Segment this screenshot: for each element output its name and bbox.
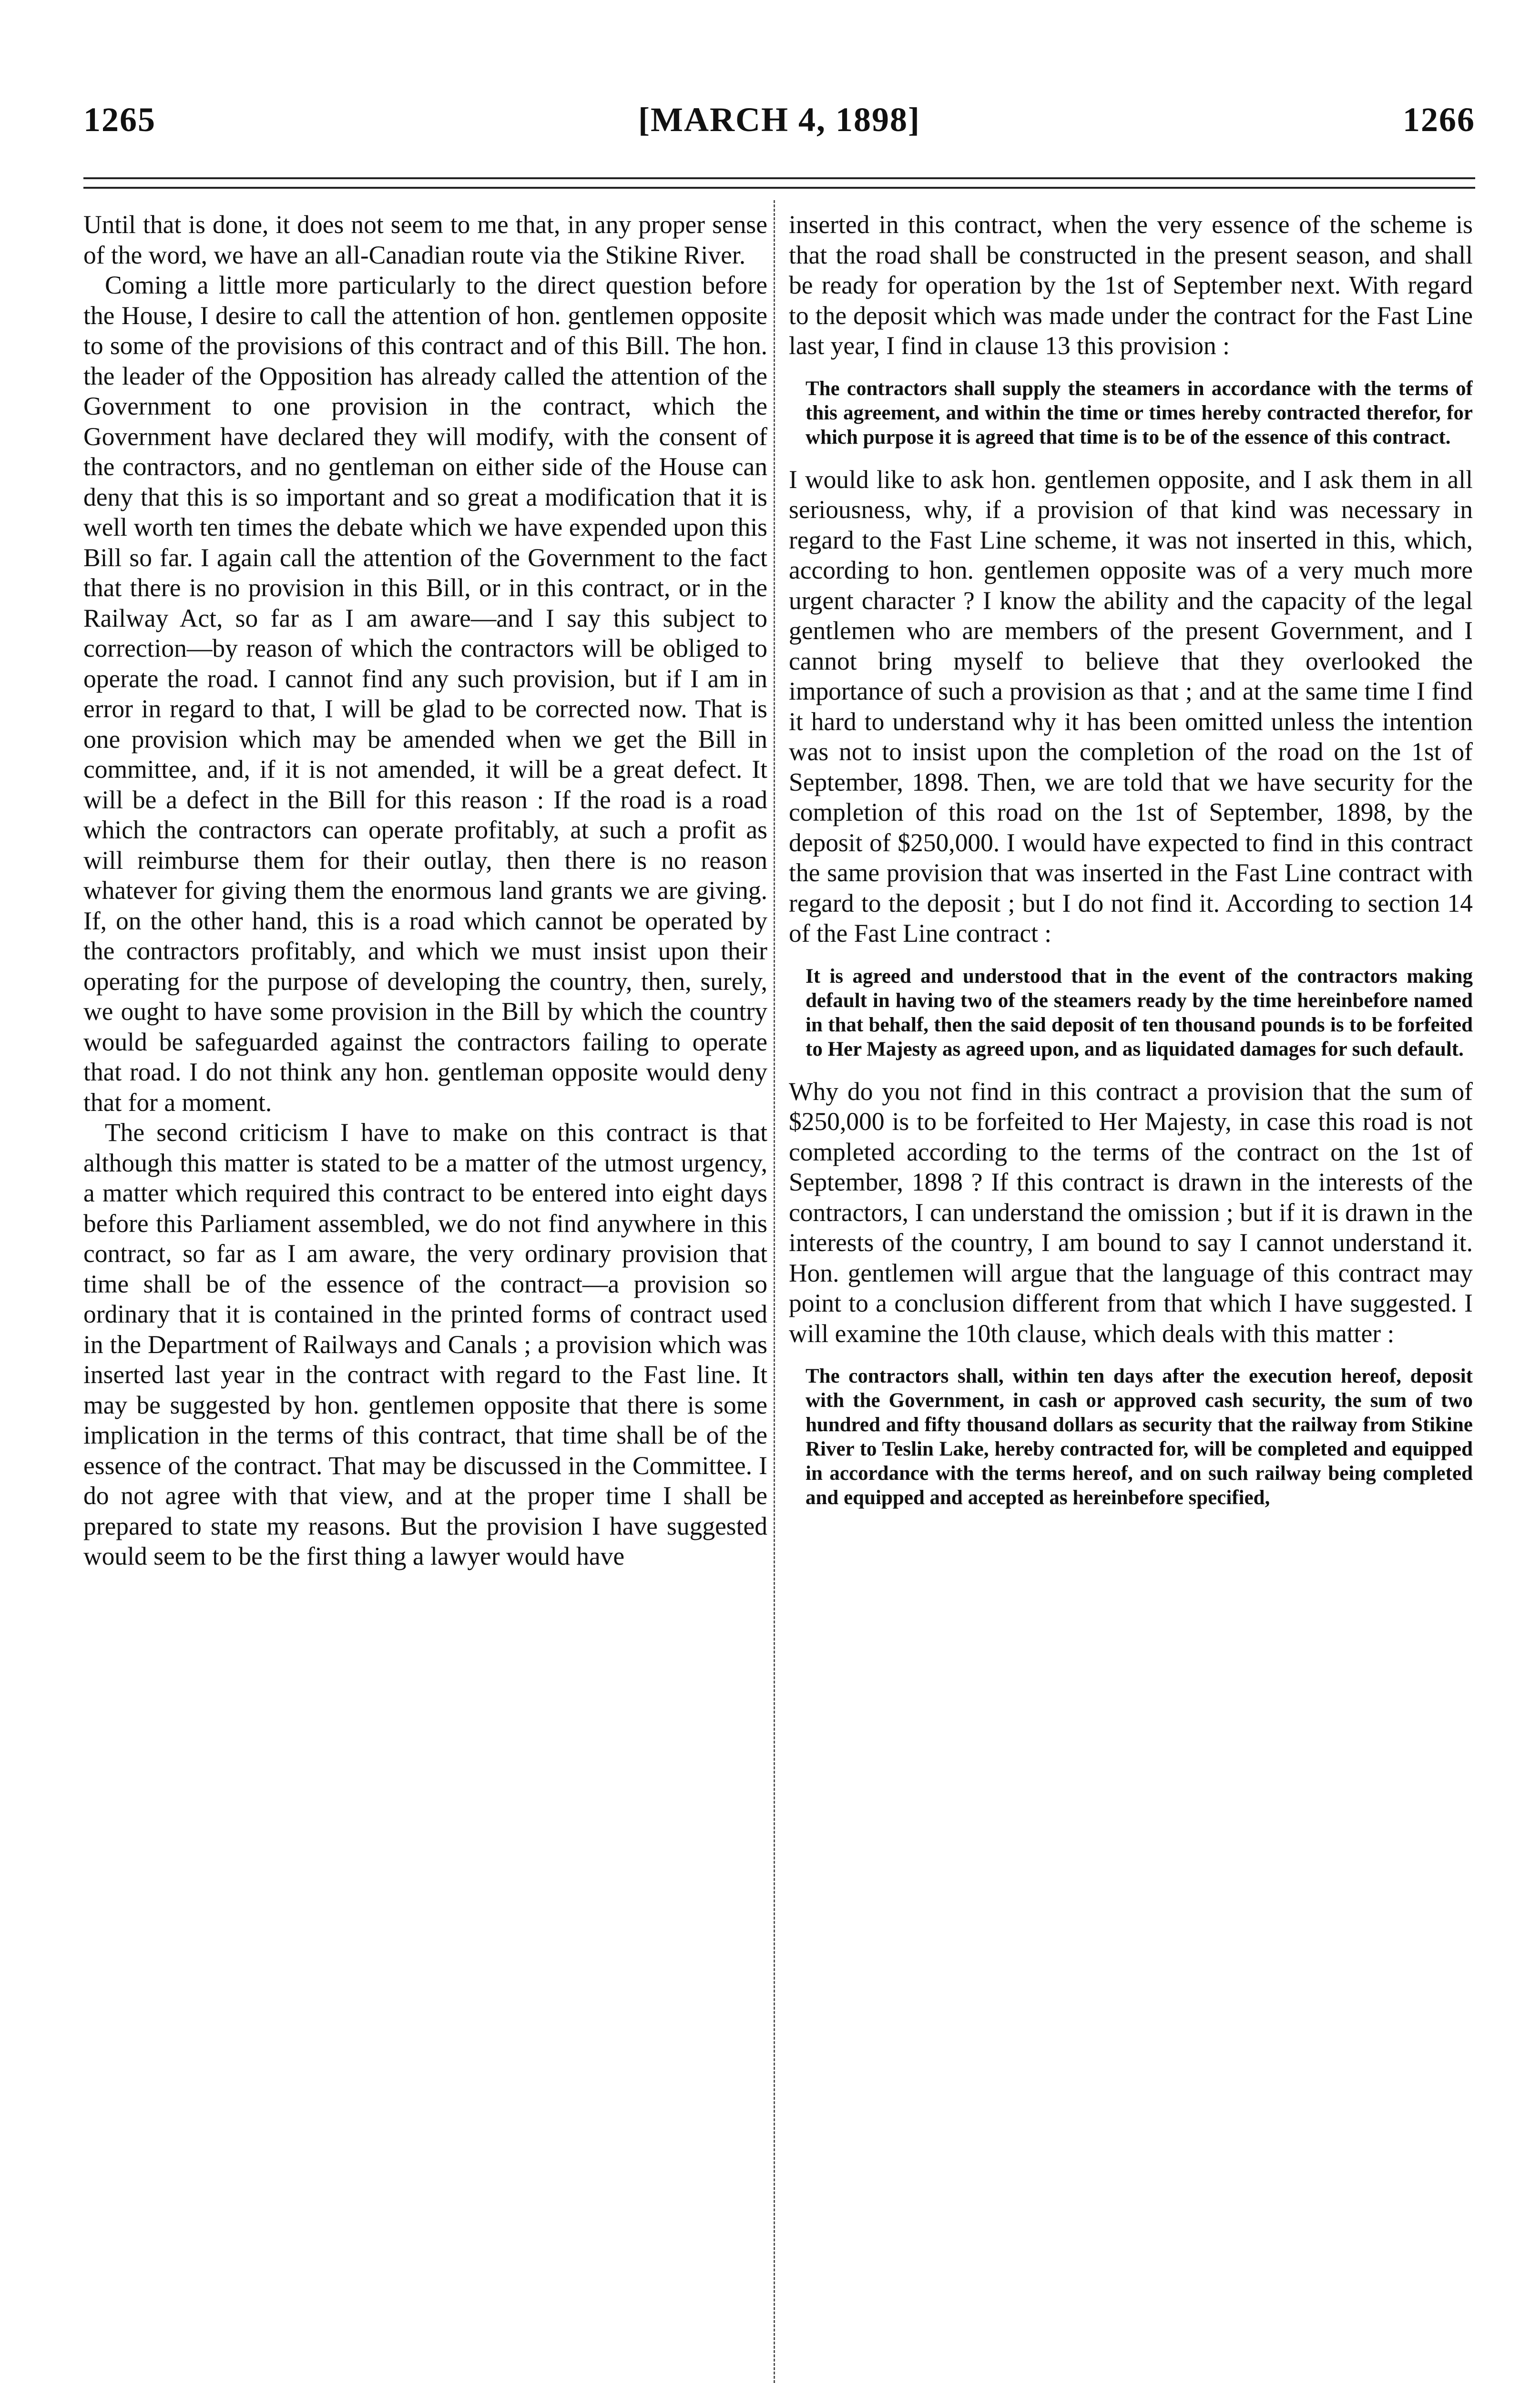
block-quote: The contractors shall, within ten days after the execution hereof, deposit with the Government, in cash or approved cash security, the sum of two hundred and fifty thousand dollars as security that the railway from Stikine River to Teslin Lake, hereby contracted for, will be completed and equipped in accordance with the terms hereof, and on such railway being completed and equipped and accepted as hereinbefore specified, (806, 1365, 1473, 1509)
column-divider (774, 200, 775, 2383)
page-header (83, 100, 1475, 143)
block-quote: The contractors shall supply the steamers in accordance with the terms of this agreement, and within the time or times hereby contracted therefor, for which purpose it is agreed that time is to be of the essence of this contract. (806, 377, 1473, 448)
left-column (83, 210, 767, 2383)
paragraph: I would like to ask hon. gentlemen opposite, and I ask them in all seriousness, why, if a provision of that kind was necessary in regard to the Fast Line scheme, it was not inserted in this, which, according to hon. gentlemen opposite was of a very much more urgent character ? I know the ability and the capacity of the legal gentlemen who are members of the present Government, and I cannot bring myself to believe that they overlooked the importance of such a provision as that ; and at the same time I find it hard to understand why it has been omitted unless the intention was not to insist upon the completion of the road on the 1st of September, 1898. Then, we are told that we have security for the completion of this road on the 1st of September, 1898, by the deposit of $250,000. I would have expected to find in this contract the same provision that was inserted in the Fast Line contract with regard to the deposit ; but I do not find it. According to section 14 of the Fast Line contract : (789, 465, 1473, 947)
page-number-left: 1265 (83, 101, 156, 139)
page-date: [MARCH 4, 1898] (638, 101, 920, 139)
header-rule-bottom (83, 187, 1475, 189)
page-number-right: 1266 (1403, 101, 1475, 139)
paragraph: Why do you not find in this contract a provision that the sum of $250,000 is to be forfeited to Her Majesty, in case this road is not completed according to the terms of the contract on the 1st of September, 1898 ? If this contract is drawn in the interests of the contractors, I can understand the omission ; but if it is drawn in the interests of the country, I am bound to say I cannot understand it. Hon. gentlemen will argue that the language of this contract may point to a conclusion different from that which I have suggested. I will examine the 10th clause, which deals with this matter : (789, 1077, 1473, 1348)
paragraph: inserted in this contract, when the very essence of the scheme is that the road shall be constructed in the present season, and shall be ready for operation by the 1st of September next. With regard to the deposit which was made under the contract for the Fast Line last year, I find in clause 13 this provision : (789, 210, 1473, 360)
paragraph: The second criticism I have to make on this contract is that although this matter is stated to be a matter of the utmost urgency, a matter which required this contract to be entered into eight days before this Parliament assembled, we do not find anywhere in this contract, so far as I am aware, the very ordinary provision that time shall be of the essence of the contract—a provision so ordinary that it is contained in the printed forms of contract used in the Department of Railways and Canals ; a provision which was inserted last year in the contract with regard to the Fast line. It may be suggested by hon. gentlemen opposite that there is some implication in the terms of this contract, that time shall be of the essence of the contract. That may be discussed in the Committee. I do not agree with that view, and at the proper time I shall be prepared to state my reasons. But the provision I have suggested would seem to be the first thing a lawyer would have (83, 1118, 767, 1570)
right-column (789, 210, 1473, 2383)
header-rule-top (83, 177, 1475, 179)
paragraph: Coming a little more particularly to the direct question before the House, I desire to call the attention of hon. gentlemen opposite to some of the provisions of this contract and of this Bill. The hon. the leader of the Opposition has already called the attention of the Government to one provision in the contract, which the Government have declared they will modify, with the consent of the contractors, and no gentleman on either side of the House can deny that this is so important and so great a modification that it is well worth ten times the debate which we have expended upon this Bill so far. I again call the attention of the Government to the fact that there is no provision in this Bill, or in this contract, or in the Railway Act, so far as I am aware—and I say this subject to correction—by reason of which the contractors will be obliged to operate the road. I cannot find any such provision, but if I am in error in regard to that, I will be glad to be corrected now. That is one provision which may be amended when we get the Bill in committee, and, if it is not amended, it will be a great defect. It will be a defect in the Bill for this reason : If the road is a road which the contractors can operate profitably, at such a profit as will reimburse them for their outlay, then there is no reason whatever for giving them the enormous land grants we are giving. If, on the other hand, this is a road which cannot be operated by the contractors profitably, and which we must insist upon their operating for the purpose of developing the country, then, surely, we ought to have some provision in the Bill by which the country would be safeguarded against the contractors failing to operate that road. I do not think any hon. gentleman opposite would deny that for a moment. (83, 271, 767, 1117)
block-quote: It is agreed and understood that in the event of the contractors making default in having two of the steamers ready by the time hereinbefore named in that behalf, then the said deposit of ten thousand pounds is to be forfeited to Her Majesty as agreed upon, and as liquidated damages for such default. (806, 965, 1473, 1060)
paragraph: Until that is done, it does not seem to me that, in any proper sense of the word, we have an all-Canadian route via the Stikine River. (83, 210, 767, 269)
